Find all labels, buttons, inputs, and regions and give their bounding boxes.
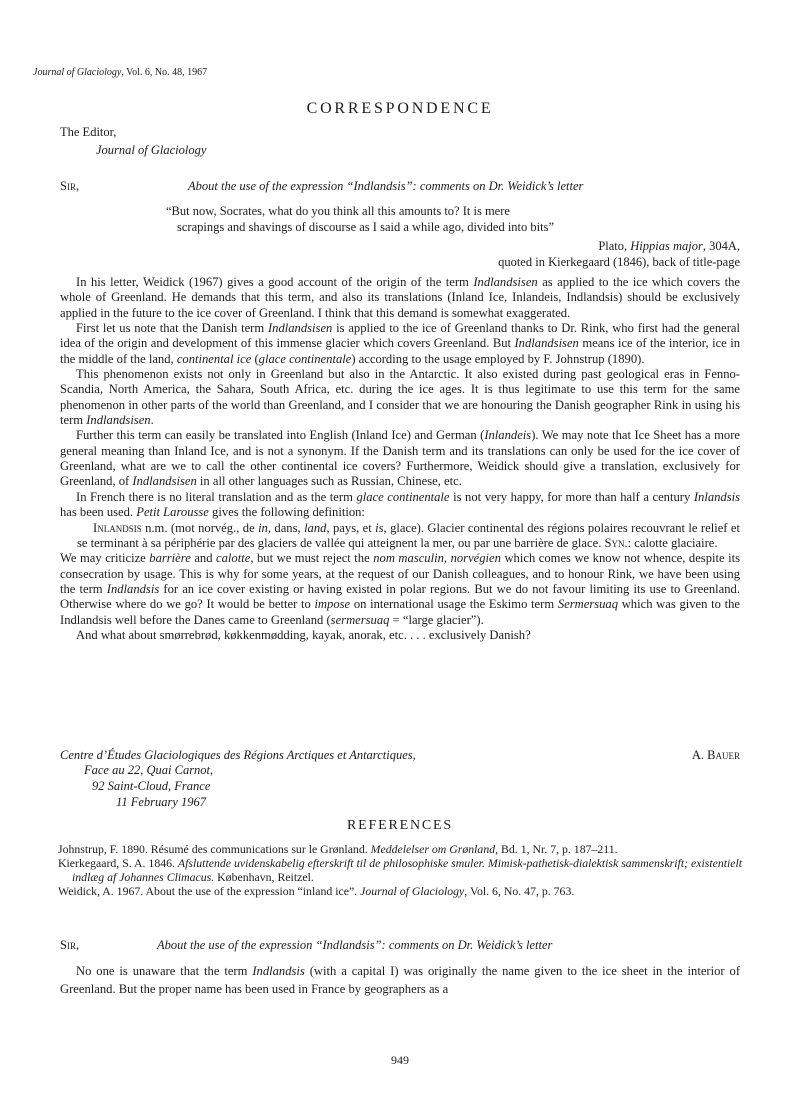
text-run: and (190, 551, 217, 566)
section-title: CORRESPONDENCE (306, 100, 494, 117)
letter1-salutation: Sir, (60, 179, 80, 193)
text-run: Johnstrup, F. 1890. Résumé des communications sur le Grønland. (58, 842, 371, 856)
italic-run: glace continentale (356, 489, 450, 504)
italic-run: Indlandsisen (514, 336, 579, 351)
italic-run: calotte (216, 551, 251, 566)
letter2-salutation: Sir, (60, 938, 80, 952)
epigraph-source-a: Plato, (598, 239, 631, 253)
text-run: means ice of the interior, ice in the middle of the land, (60, 336, 741, 366)
text-run: ( (251, 351, 259, 366)
text-run: We may criticize (60, 551, 150, 566)
text-run: for an ice cover existing or having existed in polar regions. But we do not favour limiting its use to Greenland. Otherwise where do we go? It would be better to (60, 581, 740, 612)
text-run: , but we must reject the (250, 551, 374, 566)
italic-run: Inlandsis (693, 489, 741, 504)
text-run: has been used. (60, 505, 137, 520)
letter1-paragraph-2 (60, 321, 740, 367)
italic-run: Indlandsisen (267, 321, 333, 336)
italic-run: in (258, 520, 268, 535)
letter1-paragraph-4 (60, 428, 740, 489)
text-run: , pays, et (326, 520, 376, 535)
text-run: on international usage the Eskimo term (350, 597, 558, 612)
text-run: ). We may note that Ice Sheet has a more general meaning than Inland Ice, and is not a synonym. If the Danish term and its translations can only be used for the ice cover of Greenland, what are we to call the other continental ice covers? Furthermore, Weidick should give a translation, exclusively for Greenland, of (60, 428, 740, 489)
affiliation-line1: Centre d’Études Glaciologiques des Régions Arctiques et Antarctiques, (60, 748, 416, 762)
italic-run: Indlandsisen (473, 275, 538, 289)
italic-run: impose (314, 597, 351, 612)
letter1-paragraph-6 (60, 551, 740, 628)
definition-headword: Inlandsis (93, 520, 142, 535)
text-run: is applied to the ice of Greenland thanks to Dr. Rink, who first had the general idea of the origin and development of this immense glacier which covers Greenland. But (60, 321, 740, 351)
running-head-issue: , Vol. 6, No. 48, 1967 (121, 67, 208, 78)
larousse-definition (60, 521, 740, 552)
addressee-line2: Journal of Glaciology (96, 143, 207, 157)
italic-run: is (375, 520, 384, 535)
text-run: : calotte glaciaire. (627, 535, 718, 550)
letter1-subject-b: : comments on Dr. Weidick’s letter (412, 179, 584, 193)
letter1-subject-a: About the use of the expression (188, 179, 347, 193)
text-run: gives the following definition: (208, 505, 365, 520)
letter1-paragraph-5 (60, 490, 740, 521)
affiliation-line3: 92 Saint-Cloud, France (92, 779, 211, 793)
text-run: First let us note that the Danish term (76, 321, 268, 336)
reference-item (58, 884, 748, 898)
epigraph-source (598, 238, 740, 254)
letter1-subject-term: “Indlandsis” (346, 179, 413, 193)
text-run: which comes we know not whence, despite its consecration by usage. This is why for some years, at the request of our Danish colleagues, and to honour Rink, we have been using the term (60, 551, 741, 596)
references-heading: REFERENCES (347, 818, 453, 833)
reference-item (58, 842, 748, 856)
letter2-subject-b: : comments on Dr. Weidick’s letter (381, 938, 553, 952)
text-run: (with a capital I) was originally the name given to the ice sheet in the interior of Greenland. But the proper name has been used in France by geographers as a (60, 964, 741, 996)
italic-run: Indlandsisen (86, 413, 151, 428)
letter1-paragraph-1 (60, 275, 740, 321)
text-run: København, Reitzel. (214, 870, 314, 884)
text-run: , Bd. 1, Nr. 7, p. 187–211. (495, 842, 618, 856)
addressee-line1: The Editor, (60, 125, 117, 139)
italic-run: Meddelelser om Grønland (370, 842, 496, 856)
italic-run: continental ice (176, 351, 252, 366)
reference-item (58, 856, 748, 884)
italic-run: Petit Larousse (136, 505, 209, 520)
text-run: In his letter, Weidick (1967) gives a good account of the origin of the term (76, 275, 474, 289)
text-run: n.m. (mot norvég., de (141, 520, 259, 535)
text-run: . (150, 413, 154, 428)
letter1-paragraph-7: And what about smørrebrød, køkkenmødding, kayak, anorak, etc. . . . exclusively Danish? (76, 627, 531, 642)
text-run: No one is unaware that the term (76, 964, 253, 978)
text-run: Weidick, A. 1967. About the use of the expression “inland ice”. (58, 884, 361, 898)
text-run: This phenomenon exists not only in Greenland but also in the Antarctic. It also existed during past geological eras in Fenno-Scandia, North America, the Sahara, South Africa, etc. during the ice ages. It is thus legitimate to use this term for the same phenomenon in other parts of the world than Greenland, and I consider that we are honouring the Danish geographer Rink in using his term (60, 367, 740, 428)
running-head (33, 67, 207, 78)
epigraph-source2: quoted in Kierkegaard (1846), back of title-page (498, 255, 740, 269)
text-run: In French there is no literal translation and as the term (76, 489, 357, 504)
text-run: is not very happy, for more than half a century (449, 489, 694, 504)
italic-run: Sermersuaq (557, 597, 619, 612)
text-run: ) according to the usage employed by F. Johnstrup (1890). (351, 351, 645, 366)
letter1-paragraph-3 (60, 367, 740, 428)
italic-run: Journal of Glaciology (360, 884, 465, 898)
text-run: , glace). Glacier continental des régions polaires recouvrant le relief et se terminant à sa périphérie par des glaciers de vallée qui atteignent la mer, ou par une barrière de glace. (77, 520, 740, 550)
text-run: Further this term can easily be translated into English (Inland Ice) and German ( (76, 428, 485, 443)
letter2-body (60, 962, 740, 998)
signature: A. Bauer (691, 748, 740, 762)
italic-run: glace continentale (258, 351, 352, 366)
italic-run: Indlandsisen (132, 474, 197, 489)
letter2-subject (157, 937, 552, 953)
epigraph-line2: scrapings and shavings of discourse as I said a while ago, divided into bits” (177, 220, 555, 234)
text-run: as applied to the ice which covers the whole of Greenland. He demands that this term, and also its translations (Inland Ice, Inlandeis, Indlandsis) should be exclusively applied in the future to the ice cover of Greenland. I think that this demand is somewhat exaggerated. (60, 275, 741, 320)
letter1-body (60, 275, 740, 643)
affiliation-line4: 11 February 1967 (116, 795, 207, 809)
synonym-label: Syn. (604, 535, 628, 550)
page-number: 949 (391, 1053, 409, 1067)
text-run: = “large glacier”). (389, 612, 484, 627)
letter2-subject-a: About the use of the expression (157, 938, 316, 952)
affiliation-line2: Face au 22, Quai Carnot, (84, 763, 214, 777)
references-list (58, 842, 748, 898)
letter2-subject-term: “Indlandsis” (315, 938, 382, 952)
italic-run: Indlandsis (106, 581, 160, 596)
italic-run: barrière (149, 551, 191, 566)
running-head-journal: Journal of Glaciology (33, 67, 122, 78)
text-run: Kierkegaard, S. A. 1846. (58, 856, 178, 870)
italic-run: Afsluttende uvidenskabelig efterskrift til de philosophiske smuler. Mimisk-pathetisk-dialektisk sammenskrift; existentielt indlæg af Johannes Climacus. (72, 856, 743, 884)
italic-run: Inlandeis (484, 428, 532, 443)
italic-run: sermersuaq (330, 612, 390, 627)
italic-run: nom masculin, norvégien (373, 551, 501, 566)
italic-run: land (304, 520, 327, 535)
text-run: which was given to the Indlandsis well before the Danes came to Greenland ( (60, 597, 741, 627)
italic-run: Indlandsis (252, 964, 305, 978)
letter1-subject (188, 178, 583, 194)
epigraph-source-b: , 304A, (702, 239, 740, 253)
epigraph-source-work: Hippias major (630, 239, 703, 253)
text-run: , dans, (267, 520, 305, 535)
letter2-paragraph-1 (60, 962, 740, 998)
text-run: in all other languages such as Russian, Chinese, etc. (196, 474, 462, 489)
epigraph-line1: “But now, Socrates, what do you think all this amounts to? It is mere (166, 204, 510, 218)
text-run: , Vol. 6, No. 47, p. 763. (464, 884, 575, 898)
